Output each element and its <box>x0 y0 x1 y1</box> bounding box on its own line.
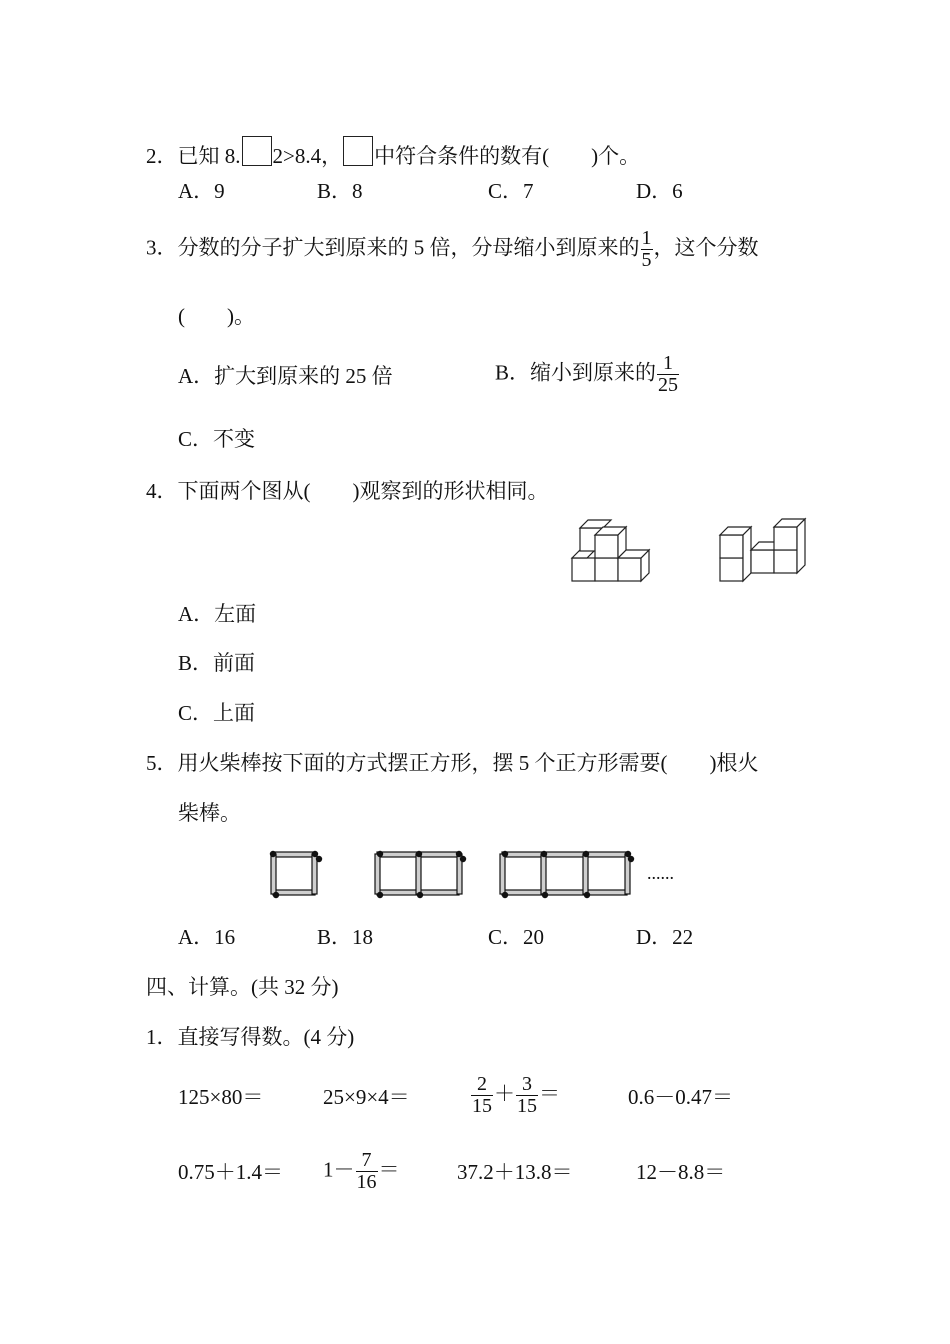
q4-option-a: A．左面 <box>178 602 257 626</box>
fraction <box>471 1074 493 1117</box>
matchstick-figure-3 <box>497 848 637 900</box>
calc-item <box>323 1150 400 1193</box>
q5-line2: 柴棒。 <box>178 801 241 825</box>
fraction-denominator: 5 <box>641 249 652 271</box>
q4-option-b: B．前面 <box>178 651 256 675</box>
fraction-numerator: 2 <box>477 1073 487 1095</box>
q4-text: 下面两个图从( )观察到的形状相同。 <box>177 479 549 503</box>
q3-line2: ( )。 <box>178 304 255 328</box>
q3-option-a: A．扩大到原来的 25 倍 <box>178 364 393 388</box>
cube-figure-1 <box>570 516 652 584</box>
fraction <box>641 228 653 271</box>
q2-option-b: B．8 <box>317 179 363 203</box>
fraction-numerator: 3 <box>522 1073 532 1095</box>
ellipsis: ...... <box>647 863 674 883</box>
calc-item: 25×9×4＝ <box>323 1085 410 1109</box>
q3-text-b: ，这个分数 <box>653 235 759 260</box>
q5-option-a: A．16 <box>178 925 236 949</box>
q4-number: 4． <box>146 479 178 503</box>
q5-number: 5． <box>146 751 178 775</box>
matchstick-figure-2 <box>372 848 468 900</box>
calc-item: 125×80＝ <box>178 1085 264 1109</box>
q3-text-a: 分数的分子扩大到原来的 5 倍，分母缩小到原来的 <box>177 235 640 260</box>
q5-option-b: B．18 <box>317 925 374 949</box>
q2-text-c: 中符合条件的数有( )个。 <box>374 144 641 168</box>
fraction-denominator: 15 <box>517 1095 537 1117</box>
subsection-title: 1．直接写得数。(4 分) <box>146 1025 355 1049</box>
q3-number: 3． <box>146 235 178 260</box>
fraction-numerator: 1 <box>641 227 652 249</box>
section-title: 四、计算。(共 32 分) <box>146 975 339 999</box>
cube-figure-2 <box>717 516 809 584</box>
q3-option-b <box>495 353 680 396</box>
fraction-denominator: 16 <box>356 1171 377 1193</box>
q4-line <box>146 481 549 502</box>
blank-box <box>242 136 272 166</box>
q2-text-b: 2>8.4， <box>272 144 343 168</box>
calc-item <box>470 1074 560 1117</box>
q2-option-a: A．9 <box>178 179 225 203</box>
calc-prefix: 1－ <box>323 1157 355 1182</box>
q2-text-a: 已知 8. <box>177 144 241 168</box>
operator: ＋ <box>494 1081 515 1106</box>
q5-option-c: C．20 <box>488 925 545 949</box>
fraction <box>657 353 679 396</box>
q2-number: 2． <box>146 144 178 168</box>
matchstick-figure-1 <box>268 848 324 900</box>
q5-option-d: D．22 <box>636 925 694 949</box>
q2-option-c: C．7 <box>488 179 534 203</box>
calc-item: 37.2＋13.8＝ <box>457 1160 573 1184</box>
q3-line <box>146 228 759 271</box>
fraction-denominator: 15 <box>472 1095 492 1117</box>
blank-box <box>343 136 373 166</box>
q4-option-c: C．上面 <box>178 701 256 725</box>
q3-option-b-text: B．缩小到原来的 <box>495 360 657 385</box>
q5-text: 用火柴棒按下面的方式摆正方形，摆 5 个正方形需要( )根火 <box>177 751 759 775</box>
q3-option-c: C．不变 <box>178 427 256 451</box>
calc-item: 0.75＋1.4＝ <box>178 1160 283 1184</box>
equals: ＝ <box>378 1157 400 1182</box>
q2-line <box>146 136 640 167</box>
fraction <box>516 1074 538 1117</box>
calc-item: 0.6－0.47＝ <box>628 1085 733 1109</box>
fraction <box>356 1150 378 1193</box>
equals: ＝ <box>539 1081 560 1106</box>
fraction-numerator: 1 <box>663 352 674 374</box>
fraction-denominator: 25 <box>658 374 679 396</box>
calc-item: 12－8.8＝ <box>636 1160 726 1184</box>
q5-line <box>146 753 758 774</box>
q2-option-d: D．6 <box>636 179 683 203</box>
fraction-numerator: 7 <box>361 1149 372 1171</box>
